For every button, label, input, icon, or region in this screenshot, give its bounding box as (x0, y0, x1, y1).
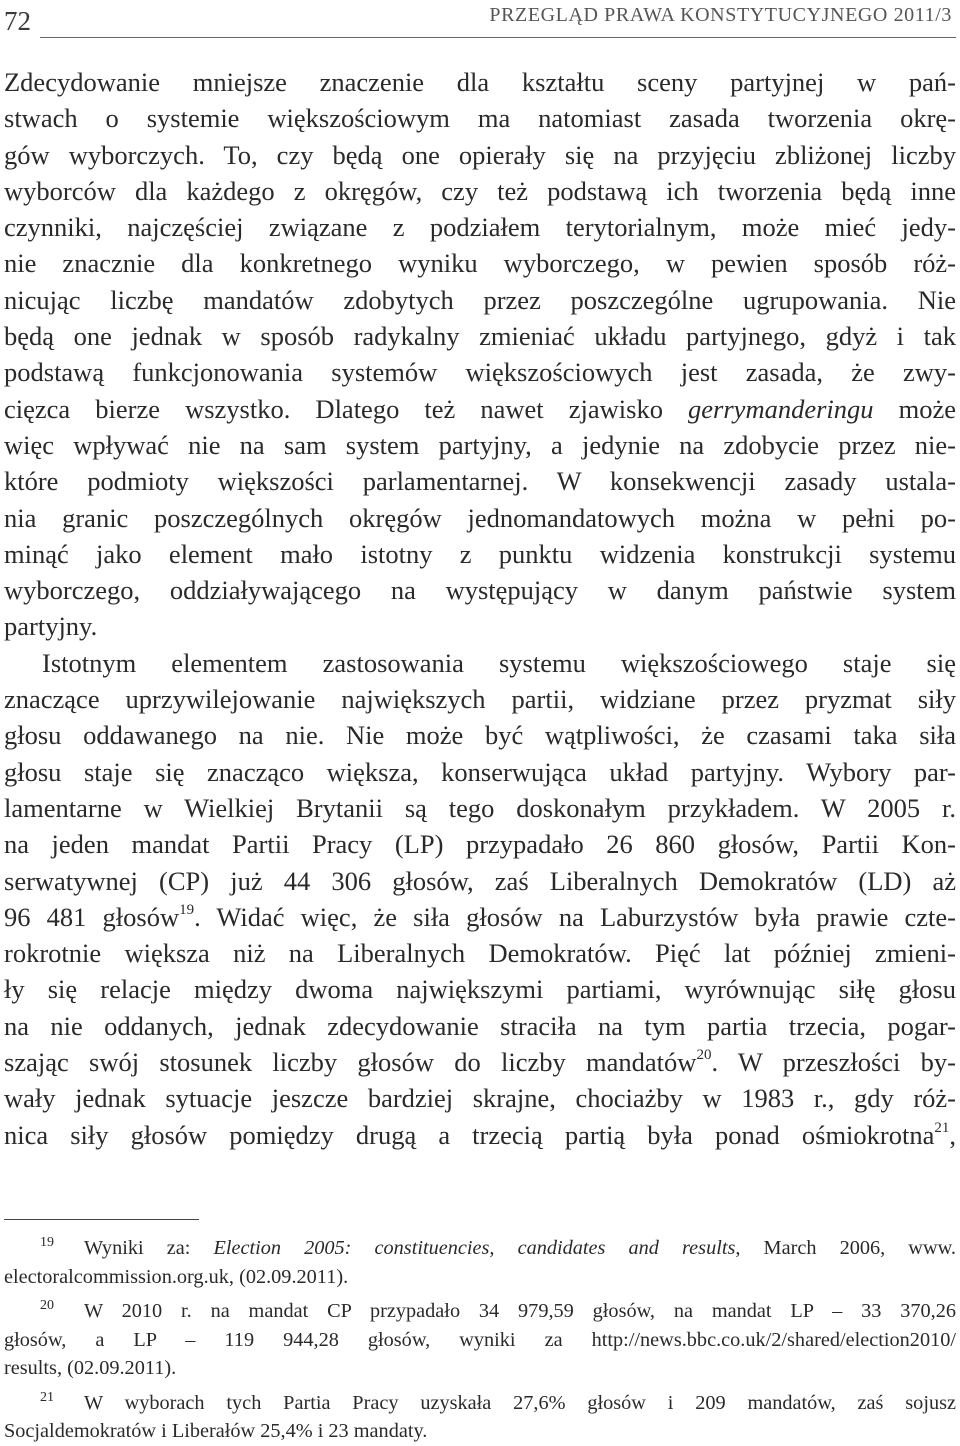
footnote-line: results, (02.09.2011). (4, 1357, 177, 1379)
page-header (0, 0, 960, 44)
body-line: Zdecydowanie mniejsze znaczenie dla kształtu sceny partyjnej w pań- (4, 67, 956, 97)
text-run: , (949, 1119, 956, 1150)
body-line: głosu staje się znacząco większa, konserwująca układ partyjny. Wybory par- (4, 756, 956, 787)
text-run: 96 481 głosów (4, 901, 180, 932)
italic-term: gerrymanderingu (688, 393, 874, 424)
body-line: minąć jako element mało istotny z punktu widzenia konstrukcji systemu (4, 538, 956, 569)
footnote-number: 20 (40, 1298, 54, 1313)
footnote-ref-19[interactable]: 19 (179, 902, 195, 918)
italic-title: Election 2005: constituencies, candidates and results (213, 1237, 736, 1259)
body-line: wały jednak sytuacje jeszcze bardziej skrajne, chociażby w 1983 r., gdy róż- (4, 1083, 956, 1114)
footnote-20 (4, 1297, 956, 1326)
text-run: szając swój stosunek liczby głosów do liczby mandatów (4, 1047, 697, 1078)
footnote-ref-20[interactable]: 20 (696, 1047, 712, 1064)
body-line: Istotnym elementem zastosowania systemu większościowego staje się (42, 647, 956, 678)
body-line (4, 1117, 956, 1153)
body-line: wyborców dla każdego z okręgów, czy też podstawą ich tworzenia będą inne (4, 175, 956, 206)
footnote-line: głosów, a LP – 119 944,28 głosów, wyniki za http://news.bbc.co.uk/2/shared/election2010/ (4, 1328, 956, 1351)
body-line: które podmioty większości parlamentarnej. W konsekwencji zasady ustala- (4, 466, 956, 497)
footnote-number: 19 (40, 1235, 54, 1250)
footnotes (4, 1234, 956, 1446)
body-line: znaczące uprzywilejowanie największych partii, widziane przez pryzmat siły (4, 684, 956, 715)
running-title: PRZEGLĄD PRAWA KONSTYTUCYJNEGO 2011/3 (489, 4, 952, 26)
body-line: rokrotnie większa niż na Liberalnych Demokratów. Pięć lat później zmieni- (4, 938, 956, 969)
footnote-separator (4, 1219, 199, 1220)
body-line: na nie oddanych, jednak zdecydowanie straciła na tym partia trzecia, pogar- (4, 1010, 956, 1041)
body-line (4, 391, 956, 427)
footnote-line: Socjaldemokratów i Liberałów 25,4% i 23 mandaty. (4, 1420, 428, 1442)
text-run: nica siły głosów pomiędzy drugą a trzecią partią była ponad ośmiokrotna (4, 1119, 935, 1150)
footnote-ref-21[interactable]: 21 (934, 1119, 950, 1136)
body-line: głosu oddawanego na nie. Nie może być wątpliwości, że czasami taka siła (4, 720, 956, 751)
footnote-number: 21 (40, 1389, 54, 1405)
body-line (4, 1044, 956, 1080)
footnote-19 (4, 1234, 956, 1263)
text-run: , March 2006, www. (735, 1237, 956, 1259)
footnote-line: electoralcommission.org.uk, (02.09.2011). (4, 1265, 349, 1288)
text-run: W 2010 r. na mandat CP przypadało 34 979,59 głosów, na mandat LP – 33 370,26 (84, 1300, 956, 1322)
page-number: 72 (4, 6, 31, 36)
body-line: na jeden mandat Partii Pracy (LP) przypadało 26 860 głosów, Partii Kon- (4, 829, 956, 860)
body-line: serwatywnej (CP) już 44 306 głosów, zaś Liberalnych Demokratów (LD) aż (4, 865, 956, 896)
body-line: partyjny. (4, 611, 98, 642)
body-line: czynniki, najczęściej związane z podziałem terytorialnym, może mieć jedy- (4, 212, 956, 243)
text-run: W wyborach tych Partia Pracy uzyskała 27,6% głosów i 209 mandatów, zaś sojusz (84, 1391, 956, 1414)
text-run: . W przeszłości by- (711, 1047, 956, 1078)
body-line: ły się relacje między dwoma największymi partiami, wyrównując siłę głosu (4, 974, 956, 1005)
body-line: nicując liczbę mandatów zdobytych przez poszczególne ugrupowania. Nie (4, 284, 956, 315)
footnote-21 (4, 1389, 956, 1418)
text-run: . Widać więc, że siła głosów na Laburzystów była prawie czte- (194, 901, 956, 932)
body-line: podstawą funkcjonowania systemów większościowych jest zasada, że zwy- (4, 357, 956, 388)
text-run: Wyniki za: (84, 1237, 214, 1259)
body-line (4, 899, 956, 935)
body-line: lamentarne w Wielkiej Brytanii są tego doskonałym przykładem. W 2005 r. (4, 792, 956, 823)
text-run: cięzca bierze wszystko. Dlatego też nawet zjawisko (4, 393, 689, 424)
text-run: może (873, 393, 957, 424)
body-line: więc wpływać nie na sam system partyjny, a jedynie na zdobycie przez nie- (4, 429, 956, 460)
body-line: gów wyborczych. To, czy będą one opierały się na przyjęciu zbliżonej liczby (4, 139, 956, 170)
body-line: będą one jednak w sposób radykalny zmieniać układu partyjnego, gdyż i tak (4, 321, 956, 352)
header-rule (40, 37, 956, 38)
body-line: stwach o systemie większościowym ma natomiast zasada tworzenia okrę- (4, 103, 956, 134)
body-line: nia granic poszczególnych okręgów jednomandatowych można w pełni po- (4, 502, 956, 533)
body-line: nie znacznie dla konkretnego wyniku wyborczego, w pewien sposób róż- (4, 248, 956, 279)
body-text (4, 64, 956, 1153)
body-line: wyborczego, oddziaływającego na występujący w danym państwie system (4, 575, 956, 606)
